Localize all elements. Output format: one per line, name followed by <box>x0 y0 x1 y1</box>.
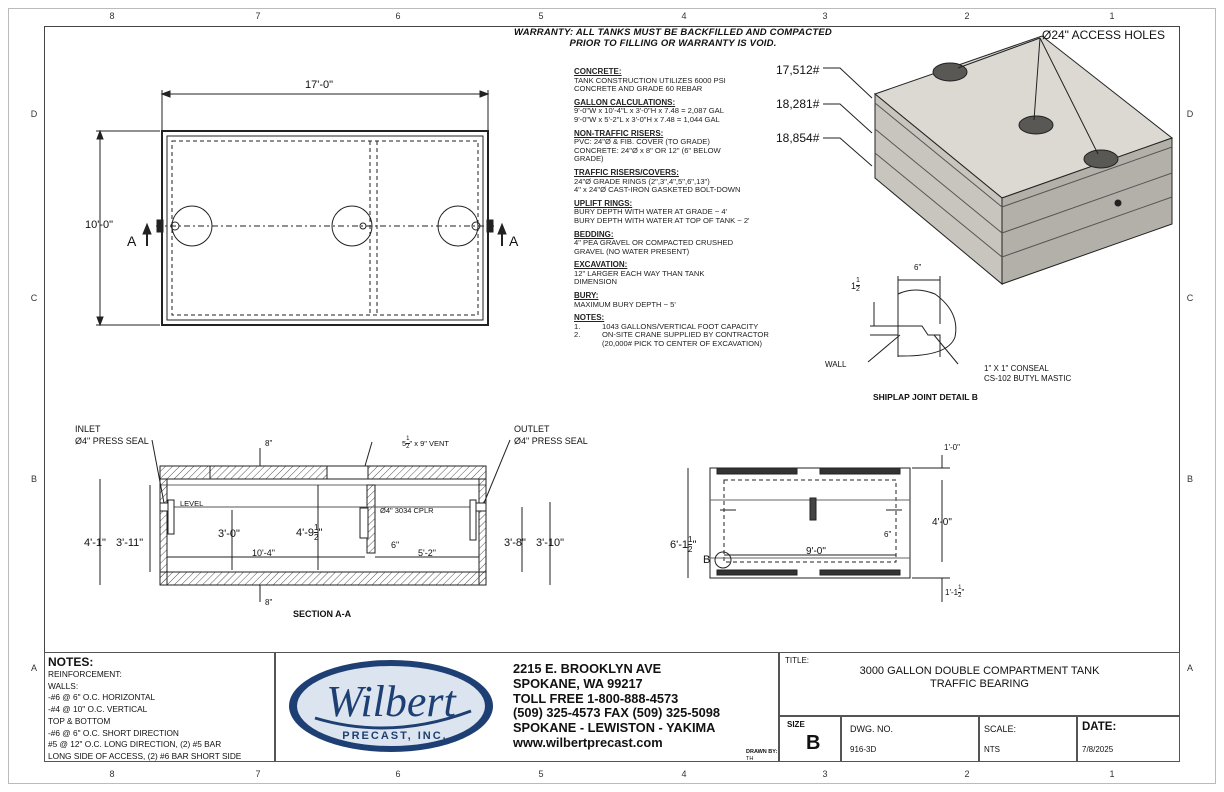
drawing-title-line: 3000 GALLON DOUBLE COMPARTMENT TANK <box>859 665 1100 677</box>
iso-access-hole <box>933 63 967 81</box>
height-right-inner: 3'-8" <box>504 537 526 549</box>
left-wall <box>160 479 167 585</box>
zone-row-right: A <box>1186 663 1193 673</box>
floor-thickness: 8" <box>265 598 273 607</box>
leader-line <box>484 440 510 503</box>
drawing-title-line: TRAFFIC BEARING <box>929 678 1029 690</box>
fraction-whole: 1'-1 <box>945 588 959 597</box>
conseal-line: 1" X 1" CONSEAL <box>984 364 1049 373</box>
leader-line <box>868 335 900 362</box>
warranty-line: PRIOR TO FILLING OR WARRANTY IS VOID. <box>569 38 777 49</box>
inlet-label: INLET <box>75 424 101 434</box>
plan-view <box>60 70 530 340</box>
notes-line: -#6 @ 6" O.C. HORIZONTAL <box>48 692 156 703</box>
spec-line: GRADE) <box>574 154 604 164</box>
section-marker-left: A <box>127 233 137 249</box>
lid-reinforcing <box>717 468 797 474</box>
detail-circle <box>898 290 956 356</box>
spec-heading: TRAFFIC RISERS/COVERS: <box>574 167 679 177</box>
outlet-seal <box>487 220 493 232</box>
spec-notes <box>574 314 834 348</box>
drawn-by-value: TH <box>746 756 754 762</box>
spec-line: MAXIMUM BURY DEPTH ~ 5' <box>574 299 676 309</box>
zone-column-top: 7 <box>255 11 261 21</box>
access-hole <box>172 206 212 246</box>
scale-value: NTS <box>984 745 1000 754</box>
spec-line: TANK CONSTRUCTION UTILIZES 6000 PSI <box>574 75 726 85</box>
fraction-whole: 4'-9 <box>296 526 314 539</box>
zone-column-bottom: 6 <box>395 769 401 779</box>
section-a-a <box>60 430 580 610</box>
scale-cell <box>979 716 1077 762</box>
iso-access-hole <box>1019 116 1053 134</box>
spec-line: 9'-0"W x 5'-2"L x 3'-0"H x 7.48 = 1,044 GAL <box>574 114 720 124</box>
fraction-whole: 5 <box>402 439 407 448</box>
zone-column-bottom: 5 <box>538 769 544 779</box>
fraction-den: 2 <box>688 545 693 554</box>
zone-row-left: B <box>30 474 37 484</box>
notes-line: WALLS: <box>48 680 79 691</box>
end-wall-thickness: 6" <box>884 530 892 539</box>
shiplap-title: SHIPLAP JOINT DETAIL B <box>873 392 978 402</box>
fraction-num: 1 <box>856 277 860 284</box>
spec-heading: GALLON CALCULATIONS: <box>574 97 676 107</box>
height-right-outer: 3'-10" <box>536 537 565 549</box>
spec-section <box>574 200 834 226</box>
spec-line: PVC: 24"Ø & FIB. COVER (TO GRADE) <box>574 137 710 147</box>
zone-row-right: C <box>1186 293 1194 303</box>
lid-thickness: 8" <box>265 439 273 448</box>
spec-note-text: (20,000# PICK TO CENTER OF EXCAVATION) <box>602 339 763 349</box>
end-bottom-dim <box>945 585 964 600</box>
end-section <box>680 440 970 610</box>
lid-slab <box>368 466 486 479</box>
spec-note-text: 1043 GALLONS/VERTICAL FOOT CAPACITY <box>602 321 759 331</box>
section-marker-right: A <box>509 233 519 249</box>
zone-row-left: A <box>30 663 37 673</box>
zone-column-top: 6 <box>395 11 401 21</box>
spec-note-text: ON-SITE CRANE SUPPLIED BY CONTRACTOR <box>602 330 769 340</box>
arrow-head <box>480 91 488 97</box>
spec-heading: NON-TRAFFIC RISERS: <box>574 128 664 138</box>
address-line: SPOKANE, WA 99217 <box>513 675 643 691</box>
access-holes-label: Ø24" ACCESS HOLES <box>1042 28 1165 42</box>
warranty-line: WARRANTY: ALL TANKS MUST BE BACKFILLED AND COMPACTED <box>514 27 832 38</box>
company-address <box>513 662 720 751</box>
plan-length-label: 17'-0" <box>305 79 334 91</box>
spec-line: 24"Ø GRADE RINGS (2",3",4",5",6",13") <box>574 176 710 186</box>
arrow-head <box>143 224 151 234</box>
detail-b-marker: B <box>703 554 711 566</box>
arrow-head <box>162 91 170 97</box>
length-right-compartment: 5'-2" <box>418 548 436 558</box>
spec-section <box>574 169 834 195</box>
weight-label-mid: 18,281# <box>776 97 820 111</box>
outlet-tee <box>470 500 476 540</box>
notes-line: TOP & BOTTOM <box>48 715 111 726</box>
spec-line: 12" LARGER EACH WAY THAN TANK <box>574 268 705 278</box>
outlet-seal-label: Ø4" PRESS SEAL <box>514 436 588 446</box>
height-mid <box>296 523 322 542</box>
notes-box <box>44 652 275 762</box>
inlet-seal-label: Ø4" PRESS SEAL <box>75 436 149 446</box>
spec-heading: EXCAVATION: <box>574 260 628 270</box>
baffle-tee <box>360 508 368 538</box>
drawing-title <box>779 665 1180 691</box>
zone-column-bottom: 1 <box>1109 769 1115 779</box>
section-title: SECTION A-A <box>293 609 352 619</box>
address-line: TOLL FREE 1-800-888-4573 <box>513 690 679 706</box>
spec-heading: BURY: <box>574 291 599 301</box>
company-logo <box>285 656 497 756</box>
address-line: 2215 E. BROOKLYN AVE <box>513 661 662 676</box>
fraction-whole: 1 <box>851 280 857 291</box>
spec-line: CONCRETE: 24"Ø x 8" OR 12" (6" BELOW <box>574 145 721 155</box>
floor-slab <box>160 572 486 585</box>
dwg-label: DWG. NO. <box>850 724 893 734</box>
spec-note-number <box>574 340 602 349</box>
zone-column-bottom: 4 <box>681 769 687 779</box>
zone-column-top: 3 <box>822 11 828 21</box>
inlet-seal <box>157 220 163 232</box>
spec-line: GRAVEL (NO WATER PRESENT) <box>574 246 690 256</box>
zone-row-right: D <box>1186 109 1194 119</box>
date-value: 7/8/2025 <box>1082 745 1114 754</box>
weight-leader <box>823 138 872 166</box>
dwg-cell <box>841 716 979 762</box>
notes-line: REINFORCEMENT: <box>48 669 122 679</box>
date-label: DATE: <box>1082 721 1117 733</box>
notes-line: LONG SIDE OF ACCESS, (2) #6 BAR SHORT SIDE <box>48 750 242 761</box>
floor-reinforcing <box>717 570 797 575</box>
zone-column-top: 2 <box>964 11 970 21</box>
fraction-num: 1 <box>958 585 962 591</box>
weight-leader <box>823 104 872 133</box>
shiplap-detail <box>840 262 990 372</box>
spec-heading: CONCRETE: <box>574 67 622 76</box>
spec-note-number: 2. <box>574 330 581 340</box>
conseal-line: CS-102 BUTYL MASTIC <box>984 374 1072 383</box>
drawn-by-label: DRAWN BY: <box>746 749 778 755</box>
zone-column-bottom: 7 <box>255 769 261 779</box>
arrow-head <box>498 224 506 234</box>
logo-name: Wilbert <box>326 677 456 726</box>
liquid-depth: 3'-0" <box>218 528 240 540</box>
tank-wall-inner <box>167 136 483 320</box>
iso-access-hole <box>1084 150 1118 168</box>
spec-notes-heading: NOTES: <box>574 313 605 323</box>
spec-line: 9'-0"W x 10'-4"L x 3'-0"H x 7.48 = 2,087 GAL <box>574 106 724 116</box>
iso-outlet <box>1115 200 1121 206</box>
vent-label <box>402 436 449 451</box>
spec-note-number: 1. <box>574 321 581 331</box>
address-line: SPOKANE - LEWISTON - YAKIMA <box>513 720 716 736</box>
arrow-head <box>97 317 103 325</box>
leader-line <box>365 442 372 466</box>
weight-label-top: 17,512# <box>776 63 820 77</box>
warranty-note <box>508 27 838 49</box>
fraction-num: 1 <box>406 436 410 442</box>
zone-column-bottom: 8 <box>109 769 115 779</box>
zone-row-right: B <box>1186 474 1193 484</box>
zone-column-bottom: 2 <box>964 769 970 779</box>
zone-column-top: 8 <box>109 11 115 21</box>
weight-leader <box>823 68 872 98</box>
spec-section <box>574 231 834 257</box>
address-line: www.wilbertprecast.com <box>513 734 663 750</box>
zone-column-top: 4 <box>681 11 687 21</box>
detail-b-circle <box>715 552 731 568</box>
tank-interior-hidden <box>172 141 478 315</box>
inch-mark: " <box>318 526 323 539</box>
zone-row-left: C <box>30 293 38 303</box>
length-left-compartment: 10'-4" <box>252 548 275 558</box>
fraction-den: 2 <box>406 444 410 450</box>
notes-line: -#4 @ 10" O.C. VERTICAL <box>48 704 148 715</box>
vent-text: " x 9" VENT <box>409 439 450 448</box>
weight-label-bottom: 18,854# <box>776 131 820 145</box>
size-value: B <box>806 732 821 754</box>
size-label: SIZE <box>787 720 805 729</box>
fraction-den: 2 <box>856 286 860 293</box>
fraction-den: 2 <box>314 533 319 542</box>
fraction-den: 2 <box>958 593 962 599</box>
spec-line: BURY DEPTH WITH WATER AT TOP OF TANK ~ 2' <box>574 215 750 225</box>
zone-column-top: 5 <box>538 11 544 21</box>
notes-line: -#6 @ 6" O.C. SHORT DIRECTION <box>48 727 179 738</box>
spec-line: 4" PEA GRAVEL OR COMPACTED CRUSHED <box>574 238 734 248</box>
address-line: (509) 325-4573 FAX (509) 325-5098 <box>513 705 721 721</box>
shiplap-height <box>851 277 860 294</box>
height-left-outer: 4'-1" <box>84 537 106 549</box>
spec-note-row <box>574 340 834 349</box>
spec-section <box>574 261 834 287</box>
end-top-dim: 1'-0" <box>944 443 960 452</box>
baffle-thickness: 6" <box>391 540 400 550</box>
lid-reinforcing <box>820 468 900 474</box>
inch-mark: " <box>692 538 697 551</box>
fraction-num: 1 <box>688 535 693 544</box>
level-label: LEVEL <box>180 499 204 508</box>
lid-slab <box>160 466 210 479</box>
spec-line: BURY DEPTH WITH WATER AT GRADE ~ 4' <box>574 207 727 217</box>
title-label: TITLE: <box>785 656 810 665</box>
notes-title: NOTES: <box>48 655 94 669</box>
notes-lines <box>48 669 271 763</box>
dwg-value: 916-3D <box>850 745 877 754</box>
outlet-label: OUTLET <box>514 424 550 434</box>
zone-column-bottom: 3 <box>822 769 828 779</box>
inlet-tee <box>168 500 174 534</box>
lid-slab <box>210 466 327 479</box>
logo-sub: PRECAST, INC. <box>342 730 448 742</box>
coupler-label: Ø4" 3034 CPLR <box>380 506 434 515</box>
inch-mark: " <box>961 588 965 597</box>
notes-line: #5 @ 12" O.C. LONG DIRECTION, (2) #5 BAR <box>48 739 222 750</box>
floor-reinforcing <box>820 570 900 575</box>
spec-heading: BEDDING: <box>574 229 614 239</box>
fraction <box>856 277 860 294</box>
spec-heading: UPLIFT RINGS: <box>574 198 633 208</box>
spec-line: DIMENSION <box>574 277 618 287</box>
scale-label: SCALE: <box>984 724 1017 734</box>
tank-outline <box>162 131 488 325</box>
spec-line: 4" x 24"Ø CAST-IRON GASKETED BOLT-DOWN <box>574 185 741 195</box>
outlet-tee <box>810 498 816 520</box>
end-height <box>670 535 696 554</box>
fraction-num: 1 <box>314 523 319 532</box>
height-left-inner: 3'-11" <box>116 537 144 549</box>
isometric-view <box>820 28 1180 290</box>
zone-row-left: D <box>30 109 38 119</box>
shiplap-wall-label: WALL <box>825 360 847 369</box>
end-width: 9'-0" <box>806 546 826 557</box>
plan-width-label: 10'-0" <box>85 219 114 231</box>
right-wall <box>479 479 486 585</box>
zone-column-top: 1 <box>1109 11 1115 21</box>
arrow-head <box>97 131 103 139</box>
spec-line: CONCRETE AND GRADE 60 REBAR <box>574 84 703 94</box>
spec-section <box>574 292 834 309</box>
shiplap-width: 6" <box>914 263 922 272</box>
end-inner-height: 4'-0" <box>932 517 952 528</box>
fraction-whole: 6'-1 <box>670 538 688 551</box>
